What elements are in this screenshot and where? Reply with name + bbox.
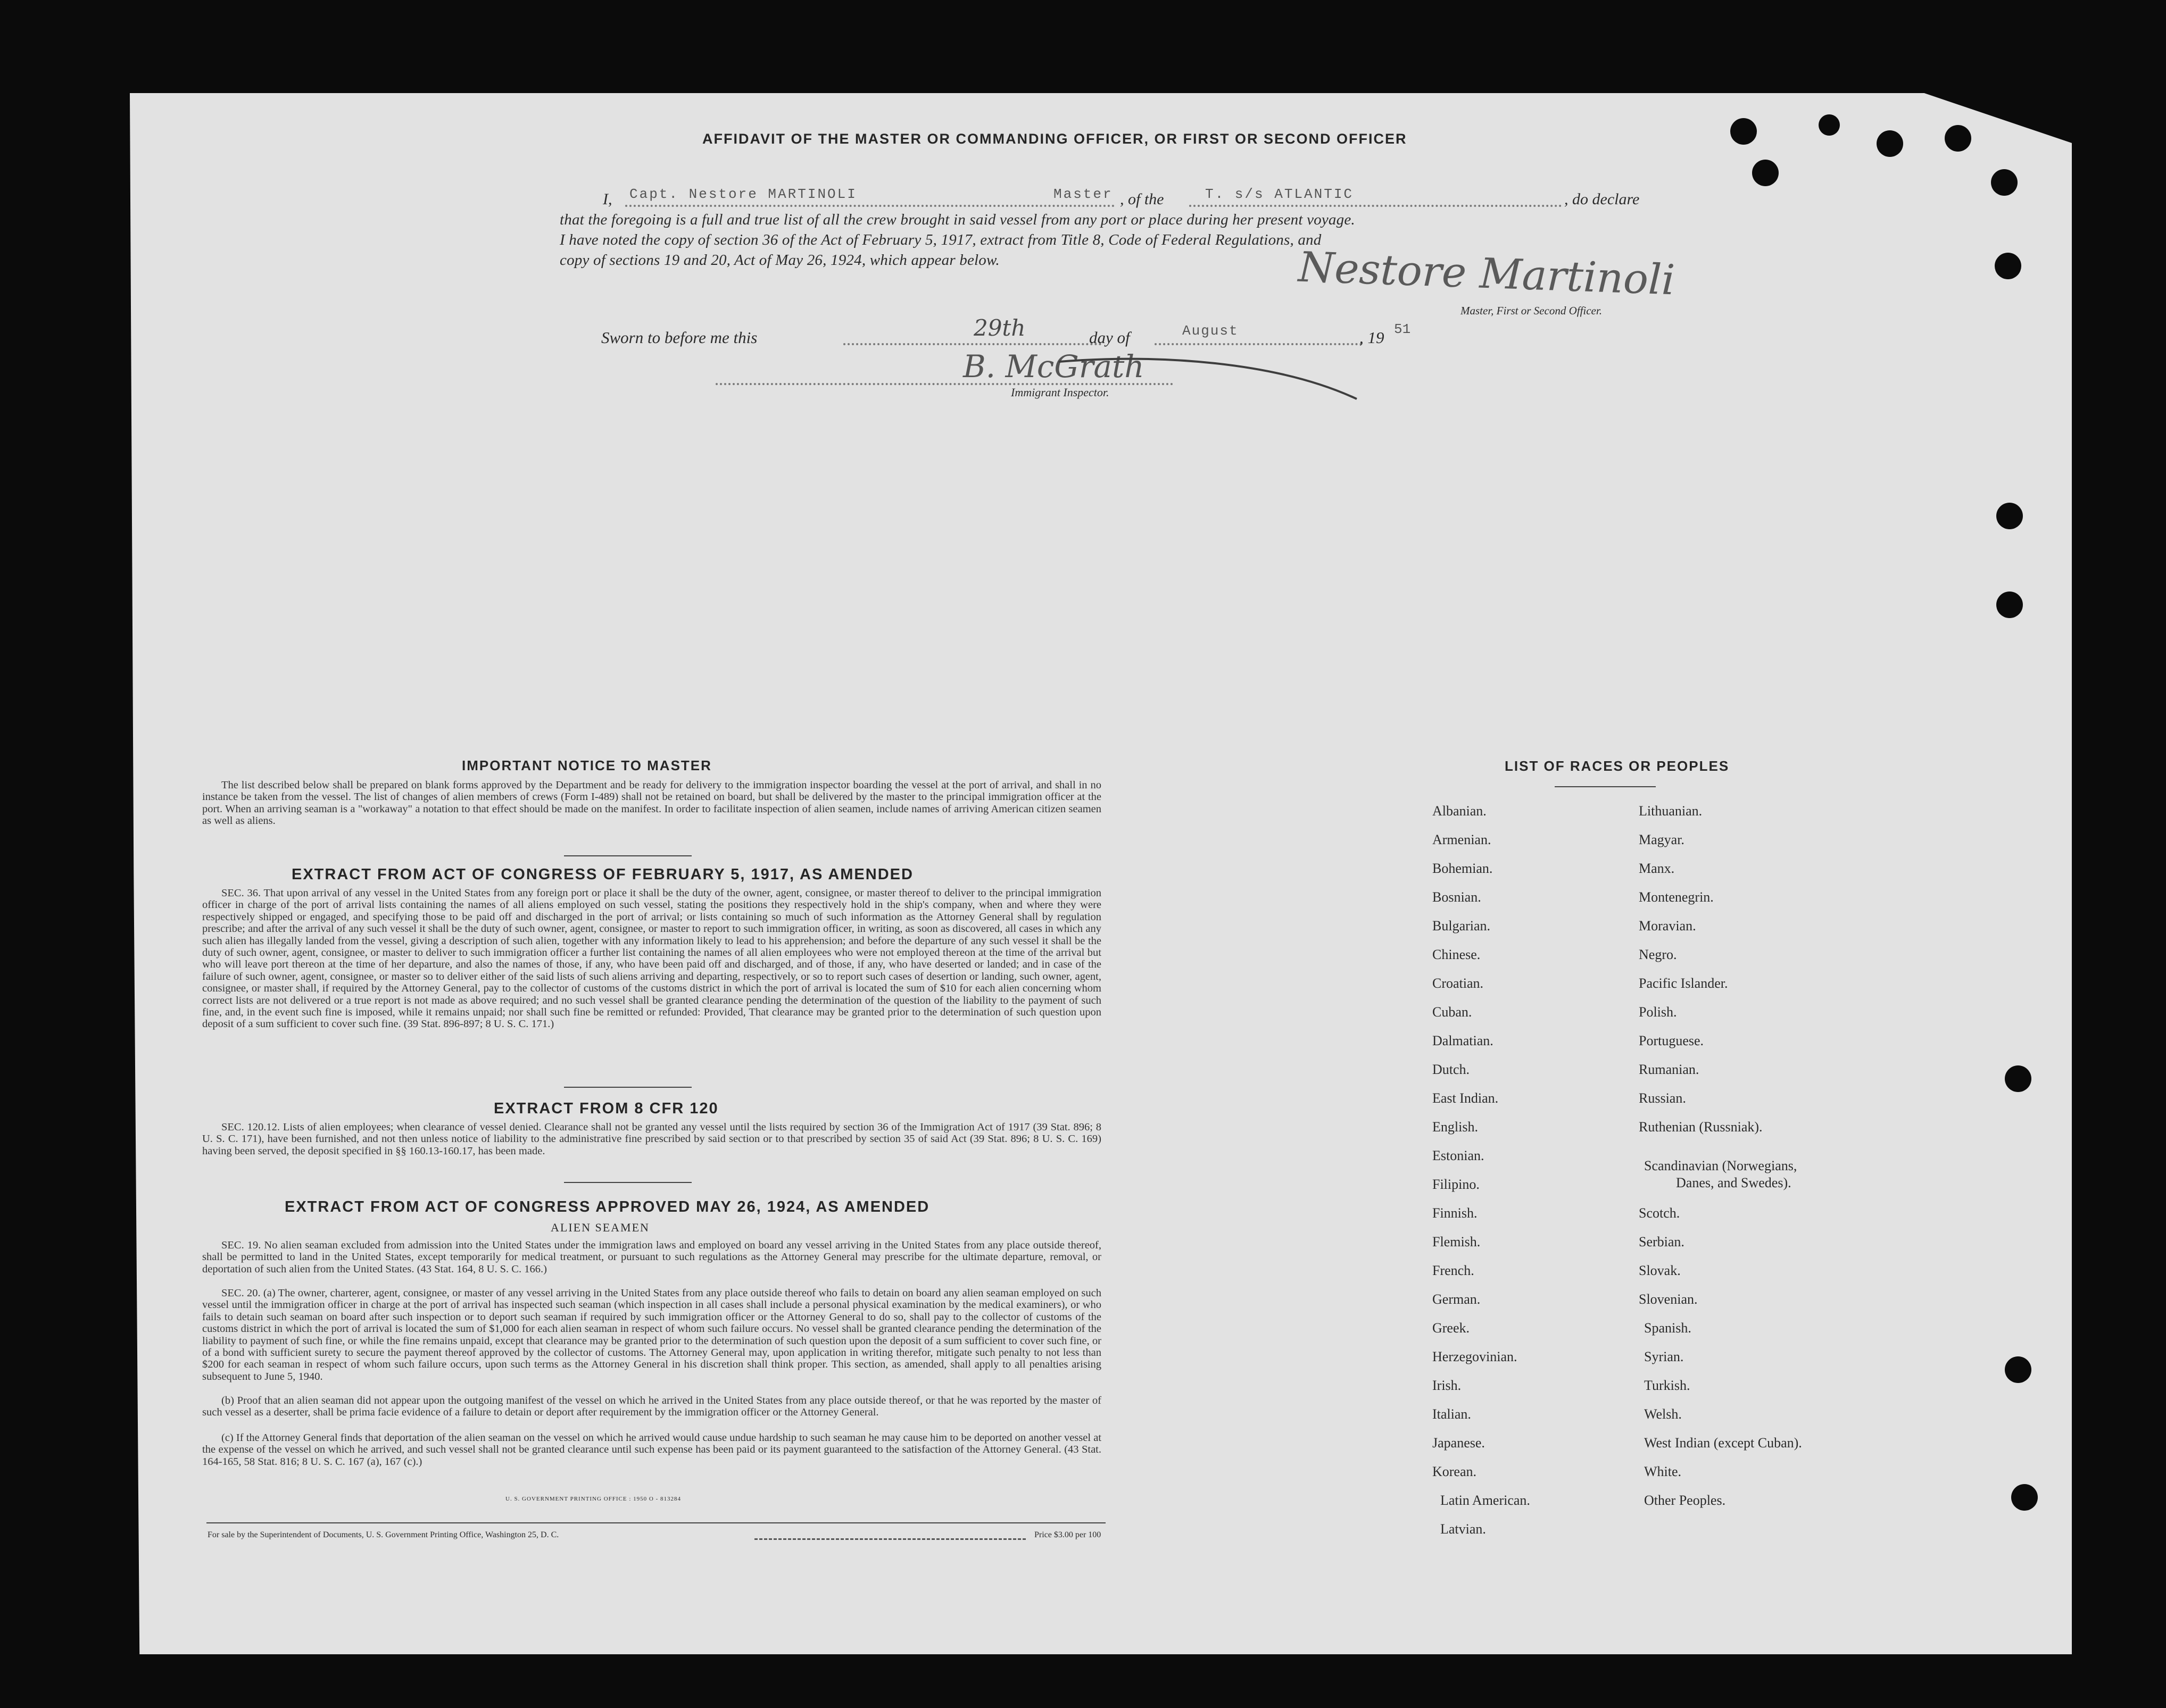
race-item: Japanese. xyxy=(1432,1435,1485,1451)
race-item: English. xyxy=(1432,1119,1478,1135)
race-item: Korean. xyxy=(1432,1464,1477,1479)
race-item: Bohemian. xyxy=(1432,861,1493,876)
race-item: Portuguese. xyxy=(1639,1033,1704,1048)
sworn-month-field: August xyxy=(1182,323,1239,339)
race-item: Croatian. xyxy=(1432,976,1484,991)
affidavit-i-label: I, xyxy=(603,190,612,208)
race-item: Syrian. xyxy=(1644,1349,1684,1364)
printing-office-note: U. S. GOVERNMENT PRINTING OFFICE : 1950 O - 813284 xyxy=(505,1496,682,1502)
affidavit-line-2: that the foregoing is a full and true list of all the crew brought in said vessel from any port or place during her present voyage. xyxy=(560,211,1355,228)
race-item: Flemish. xyxy=(1432,1234,1481,1249)
race-item: Negro. xyxy=(1639,947,1677,962)
vessel-dotted-line xyxy=(1189,205,1562,207)
extract-1924-sec20c: (c) If the Attorney General finds that deportation of the alien seaman on the vessel on which he arrived would cause undue hardship to such seaman he may cause him to be deported on another vessel at the expense of the vessel on which he arrived, and such vessel shall not be granted clearance until such expense has been paid or its payment guaranteed to the satisfaction of the Attorney General. (43 Stat. 164-165, 58 Stat. 816; 8 U. S. C. 167 (a), 167 (c).) xyxy=(202,1432,1101,1468)
race-item: Dalmatian. xyxy=(1432,1033,1493,1048)
race-item: Greek. xyxy=(1432,1320,1470,1336)
races-divider xyxy=(1555,786,1656,787)
race-item: Manx. xyxy=(1639,861,1675,876)
divider xyxy=(564,855,692,856)
punch-hole xyxy=(2011,1484,2038,1511)
day-of-label: day of xyxy=(1089,328,1130,347)
divider xyxy=(564,1087,692,1088)
punch-hole xyxy=(1996,503,2023,529)
race-item: Latvian. xyxy=(1440,1521,1486,1537)
punch-hole xyxy=(1945,125,1971,152)
race-item: Dutch. xyxy=(1432,1062,1470,1077)
race-item: Irish. xyxy=(1432,1378,1462,1393)
race-item: Finnish. xyxy=(1432,1205,1478,1221)
race-item: French. xyxy=(1432,1263,1474,1278)
affidavit-line-3: I have noted the copy of section 36 of the Act of February 5, 1917, extract from Title 8, Code of Federal Regulations, and xyxy=(560,231,1322,248)
race-item: Turkish. xyxy=(1644,1378,1690,1393)
master-rank-field: Master xyxy=(1053,186,1113,202)
punch-hole xyxy=(1996,591,2023,618)
extract-cfr-title: EXTRACT FROM 8 CFR 120 xyxy=(494,1100,719,1117)
race-item: Filipino. xyxy=(1432,1177,1480,1192)
punch-hole xyxy=(1877,130,1903,157)
race-item: Montenegrin. xyxy=(1639,889,1714,905)
extract-cfr-text: SEC. 120.12. Lists of alien employees; when clearance of vessel denied. Clearance shall not be granted any vessel until the lists required by section 36 of the Immigration Act of 1917 (39 Stat. 896; 8 U. S. C. 171), have been furnished, and not then unless notice of liability to the administrative fine prescribed by said section or to that prescribed by section 35 of said Act (39 Stat. 896; 8 U. S. C. 169) having been served, the deposit specified in §§ 160.13-160.17, has been made. xyxy=(202,1121,1101,1157)
price-note: Price $3.00 per 100 xyxy=(1034,1530,1101,1539)
sworn-day-line xyxy=(843,343,1101,345)
race-item: Latin American. xyxy=(1440,1493,1530,1508)
sworn-label: Sworn to before me this xyxy=(601,328,758,347)
race-item: Spanish. xyxy=(1644,1320,1691,1336)
races-title: LIST OF RACES OR PEOPLES xyxy=(1505,758,1730,774)
affidavit-title: AFFIDAVIT OF THE MASTER OR COMMANDING OFFICER, OR FIRST OR SECOND OFFICER xyxy=(702,131,1407,147)
do-declare-label: , do declare xyxy=(1564,190,1640,208)
race-item: Lithuanian. xyxy=(1639,803,1703,819)
punch-hole xyxy=(1995,253,2021,279)
extract-1924-sec19: SEC. 19. No alien seaman excluded from admission into the United States under the immigration laws and employed on board any vessel arriving in the United States from any place outside thereof, shall be permitted to land in the United States, except temporarily for medical treatment, or pursuant to such regulations as the Attorney General may prescribe for the ultimate departure, removal, or deportation of such alien from the United States. (43 Stat. 164, 8 U. S. C. 166.) xyxy=(202,1239,1101,1275)
of-the-label: , of the xyxy=(1120,190,1164,208)
punch-hole xyxy=(2005,1065,2031,1092)
divider xyxy=(564,1182,692,1183)
race-item: Albanian. xyxy=(1432,803,1487,819)
race-item: Herzegovinian. xyxy=(1432,1349,1517,1364)
inspector-signature: B. McGrath xyxy=(963,348,1144,385)
punch-hole xyxy=(2005,1356,2031,1383)
name-dotted-line xyxy=(625,205,1115,207)
inspector-caption: Immigrant Inspector. xyxy=(1011,386,1109,399)
race-item: Magyar. xyxy=(1639,832,1684,847)
race-item: Polish. xyxy=(1639,1004,1677,1020)
footer-rule xyxy=(206,1522,1106,1523)
sworn-month-line xyxy=(1155,343,1362,345)
race-item: Danes, and Swedes). xyxy=(1676,1175,1791,1191)
master-name-field: Capt. Nestore MARTINOLI xyxy=(629,186,857,202)
race-item: West Indian (except Cuban). xyxy=(1644,1435,1802,1451)
race-item: Slovenian. xyxy=(1639,1292,1698,1307)
extract-1924-title: EXTRACT FROM ACT OF CONGRESS APPROVED MAY 26, 1924, AS AMENDED xyxy=(285,1198,930,1215)
race-item: Scandinavian (Norwegians, xyxy=(1644,1157,1797,1173)
race-item: Estonian. xyxy=(1432,1148,1484,1163)
race-item: White. xyxy=(1644,1464,1682,1479)
race-item: East Indian. xyxy=(1432,1090,1499,1106)
vessel-name-field: T. s/s ATLANTIC xyxy=(1205,186,1354,202)
race-item: Armenian. xyxy=(1432,832,1491,847)
footer-dash-line xyxy=(754,1538,1026,1540)
race-item: Scotch. xyxy=(1639,1205,1680,1221)
extract-1924-sec20b: (b) Proof that an alien seaman did not appear upon the outgoing manifest of the vessel on which he arrived in the United States from any place outside thereof, or that he was reported by the master of such vessel as a deserter, shall be prima facie evidence of a failure to detain or deport after requirement by the immigration officer or the Attorney General. xyxy=(202,1395,1101,1419)
race-item: Cuban. xyxy=(1432,1004,1472,1020)
sworn-day-field: 29th xyxy=(974,315,1026,341)
race-item: Rumanian. xyxy=(1639,1062,1699,1077)
race-item: Moravian. xyxy=(1639,918,1696,934)
inspector-signature-flourish xyxy=(1053,351,1373,410)
extract-1917-title: EXTRACT FROM ACT OF CONGRESS OF FEBRUARY 5, 1917, AS AMENDED xyxy=(292,866,914,883)
race-item: Chinese. xyxy=(1432,947,1481,962)
affidavit-line-4: copy of sections 19 and 20, Act of May 26, 1924, which appear below. xyxy=(560,252,1000,269)
master-caption: Master, First or Second Officer. xyxy=(1460,304,1602,317)
extract-1917-text: SEC. 36. That upon arrival of any vessel in the United States from any foreign port or place it shall be the duty of the owner, agent, consignee, or master thereof to deliver to the principal immigration officer in charge of the port of arrival lists containing the names of all aliens employed on such vessel, stating the positions they respectively hold in the ship's company, when and where they were respectively shipped or engaged, and specifying those to be paid off and discharged in the port of arrival; or lists containing so much of such information as the Attorney General shall by regulation prescribe; and after the arrival of any such vessel it shall be the duty of such owner, agent, consignee, or master to report to such immigration officer, in writing, as soon as discovered, all cases in which any such alien has illegally landed from the vessel, giving a description of such alien, together with any information likely to lead to his apprehension; and before the departure of any such vessel it shall be the duty of such owner, agent, consignee, or master to deliver to such immigration officer a further list containing the names of all alien employees who were not employed thereon at the time of the arrival but who will leave port thereon at the time of her departure, and also the names of those, if any, who have been paid off and discharged, and of those, if any, who have deserted or landed; and in case of the failure of such owner, agent, consignee, or master so to deliver either of the said lists of such aliens arriving and departing, respectively, or so to report such cases of desertion or landing, such owner, agent, consignee, or master shall, if required by the Attorney General, pay to the collector of customs of the customs district in which the port of arrival is located the sum of $10 for each alien concerning whom correct lists are not delivered or a true report is not made as above required; and no such vessel shall be granted clearance pending the determination of the question of the liability to the payment of such fine, and, in the event such fine is imposed, while it remains unpaid; nor shall such fine be remitted or refunded: Provided, That clearance may be granted prior to the determination of such question upon deposit of a sum sufficient to cover such fine. (39 Stat. 896-897; 8 U. S. C. 171.) xyxy=(202,887,1101,1030)
race-item: Serbian. xyxy=(1639,1234,1684,1249)
punch-hole xyxy=(1991,169,2018,196)
race-item: Russian. xyxy=(1639,1090,1686,1106)
punch-hole xyxy=(1752,160,1779,186)
alien-seamen-subtitle: ALIEN SEAMEN xyxy=(551,1221,650,1234)
race-item: Pacific Islander. xyxy=(1639,976,1728,991)
year-field: 51 xyxy=(1394,321,1411,337)
race-item: German. xyxy=(1432,1292,1481,1307)
punch-hole xyxy=(1819,114,1840,136)
race-item: Bosnian. xyxy=(1432,889,1481,905)
master-signature: Nestore Martinoli xyxy=(1297,243,1676,305)
extract-1924-sec20a: SEC. 20. (a) The owner, charterer, agent, consignee, or master of any vessel arriving in the United States from any place outside thereof who fails to detain on board any alien seaman employed on such vessel until the immigration officer in charge at the port of arrival has inspected such seaman (which inspection in all cases shall include a personal physical examination by the medical examiners), or who fails to detain such seaman on board after such inspection or to deport such seaman if required by such immigration officer or the Attorney General to do so, shall pay to the collector of customs of the customs district in which the port of arrival is located the sum of $1,000 for each alien seaman in respect of whom such failure occurs. No vessel shall be granted clearance pending the determination of the liability to payment of such fine, or while the fine remains unpaid, except that clearance may be granted prior to the determination of such question upon the deposit of a sum sufficient to cover such fine, or of a bond with sufficient surety to secure the payment thereof approved by the collector of customs. The Attorney General may, upon application in writing therefor, mitigate such penalty to not less than $200 for each seaman in respect of whom such failure occurs, upon such terms as the Attorney General in his discretion shall think proper. This section, as amended, shall apply to all penalties arising subsequent to June 5, 1940. xyxy=(202,1287,1101,1382)
for-sale-note: For sale by the Superintendent of Documents, U. S. Government Printing Office, Washington 25, D. C. xyxy=(208,1530,559,1539)
race-item: Slovak. xyxy=(1639,1263,1681,1278)
notice-title: IMPORTANT NOTICE TO MASTER xyxy=(462,757,712,773)
punch-hole xyxy=(1730,118,1757,145)
race-item: Ruthenian (Russniak). xyxy=(1639,1119,1763,1135)
race-item: Welsh. xyxy=(1644,1406,1682,1422)
notice-text: The list described below shall be prepared on blank forms approved by the Department and be ready for delivery to the immigration inspector boarding the vessel at the port of arrival, and shall in no instance be taken from the vessel. The list of changes of alien members of crews (Form I-489) shall not be retained on board, but shall be delivered by the master to the principal immigration officer at the port. When an arriving seaman is a "workaway" a notation to that effect should be made on the manifest. In order to facilitate inspection of alien seamen, include names of arriving American citizen seamen as well as aliens. xyxy=(202,779,1101,827)
race-item: Bulgarian. xyxy=(1432,918,1491,934)
race-item: Other Peoples. xyxy=(1644,1493,1726,1508)
year-label: , 19 xyxy=(1359,328,1384,347)
race-item: Italian. xyxy=(1432,1406,1471,1422)
